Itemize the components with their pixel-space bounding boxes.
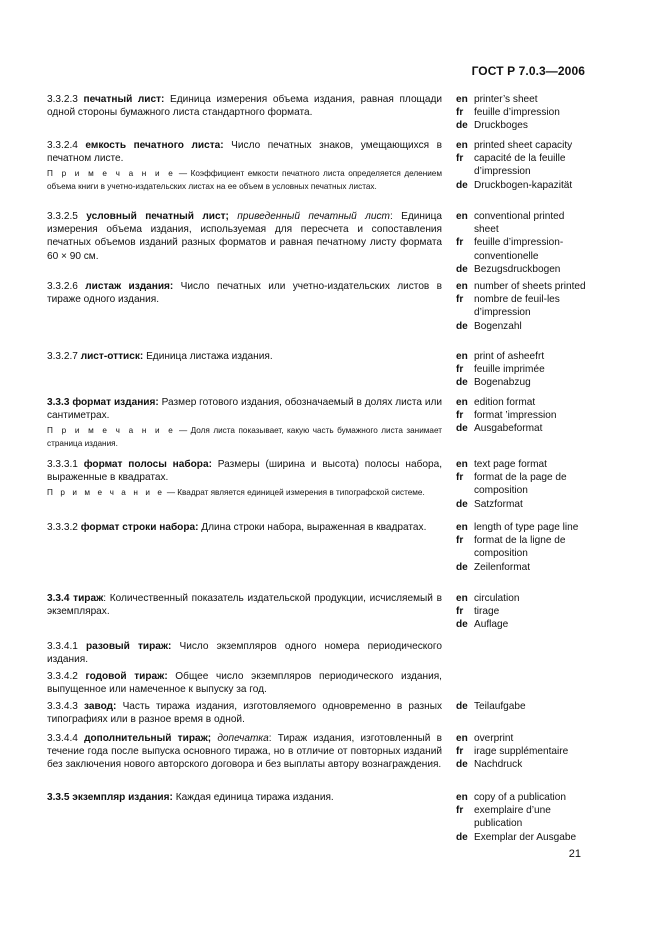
term-number: 3.3.2.5 xyxy=(47,211,78,222)
translated-term: Ausgabeformat xyxy=(474,423,543,435)
translated-term: edition format xyxy=(474,397,536,408)
definition-text: Часть тиража издания, изготовляемого одновременно в разных типографиях или в разное время в одной. xyxy=(47,701,443,726)
translations xyxy=(456,93,586,133)
term-definition xyxy=(47,210,442,263)
translated-term: Druckbogen-kapazität xyxy=(474,179,573,191)
language-code: en xyxy=(456,792,468,803)
language-code: en xyxy=(456,94,468,105)
term-definition xyxy=(47,350,442,363)
language-code: de xyxy=(456,120,468,132)
term-definition xyxy=(47,700,442,726)
translation-row xyxy=(456,376,586,389)
translated-term: number of sheets printed xyxy=(474,281,586,292)
term-number: 3.3.3.2 xyxy=(47,522,78,533)
definition-text: : Тираж издания, изготовленный в течение года после выпуска основного тиража, но в отличие от повторных изданий без заключения нового авторского договора и без выплаты автору вознаграждения. xyxy=(47,733,442,771)
translated-term: circulation xyxy=(474,593,520,604)
term-definition xyxy=(47,396,442,451)
term-number: 3.3.4.3 xyxy=(47,701,78,712)
translation-row xyxy=(456,280,586,293)
term-name: завод: xyxy=(84,701,117,712)
translation-row xyxy=(456,236,586,262)
translation-row xyxy=(456,521,586,534)
translations xyxy=(456,210,586,276)
definition-text: Каждая единица тиража издания. xyxy=(172,792,334,803)
definition-paragraph xyxy=(47,791,442,804)
translations xyxy=(456,521,586,574)
translation-row xyxy=(456,458,586,471)
translation-row xyxy=(456,106,586,119)
translated-term: Zeilenformat xyxy=(474,561,531,573)
term-name: условный печатный лист; xyxy=(86,211,229,222)
language-code: fr xyxy=(456,805,464,817)
term-definition xyxy=(47,139,442,194)
term-definition xyxy=(47,458,442,500)
term-name: дополнительный тираж; xyxy=(84,733,212,744)
translation-row xyxy=(456,831,586,844)
term-definition xyxy=(47,640,442,666)
term-number: 3.3.3.1 xyxy=(47,459,78,470)
definition-paragraph xyxy=(47,700,442,726)
term-synonym: приведенный печатный лист xyxy=(228,211,390,222)
translation-row xyxy=(456,293,586,319)
language-code: fr xyxy=(456,237,464,249)
term-number: 3.3.4.4 xyxy=(47,733,78,744)
translated-term: overprint xyxy=(474,733,514,744)
translation-row xyxy=(456,498,586,511)
term-note xyxy=(47,425,442,450)
definition-text: Единица листажа издания. xyxy=(143,351,273,362)
translated-term: tirage xyxy=(474,606,500,618)
translated-term: nombre de feuil-les d’impression xyxy=(474,294,560,319)
translated-term: printed sheet capacity xyxy=(474,140,573,151)
translation-row xyxy=(456,263,586,276)
term-definition xyxy=(47,791,442,804)
translated-term: format ’impression xyxy=(474,410,557,422)
translated-term: Bogenzahl xyxy=(474,320,522,332)
term-name: экземпляр издания: xyxy=(72,792,173,803)
translations xyxy=(456,139,586,192)
language-code: en xyxy=(456,733,468,744)
term-definition xyxy=(47,592,442,618)
definition-text: Единица измерения объема издания, равная площади одной стороны бумажного листа стандартного формата. xyxy=(47,94,442,119)
translated-term: feuille imprimée xyxy=(474,364,545,376)
term-name: емкость печатного листа: xyxy=(85,140,224,151)
language-code: en xyxy=(456,211,468,222)
translation-row xyxy=(456,93,586,106)
translation-row xyxy=(456,791,586,804)
translation-row xyxy=(456,119,586,132)
translated-term: Teilaufgabe xyxy=(474,701,526,712)
language-code: de xyxy=(456,377,468,389)
translation-row xyxy=(456,592,586,605)
definition-text: Размер готового издания, обозначаемый в долях листа или сантиметрах. xyxy=(47,397,442,422)
note-label: П р и м е ч а н и е xyxy=(47,426,176,436)
definition-text: Длина строки набора, выраженная в квадратах. xyxy=(198,522,427,533)
term-definition xyxy=(47,280,442,306)
translation-row xyxy=(456,700,586,713)
language-code: en xyxy=(456,140,468,151)
definition-paragraph xyxy=(47,592,442,618)
language-code: de xyxy=(456,831,468,843)
translations xyxy=(456,592,586,632)
language-code: en xyxy=(456,593,468,604)
translated-term: copy of a publication xyxy=(474,792,567,803)
language-code: fr xyxy=(456,107,464,119)
language-code: en xyxy=(456,522,468,533)
definition-paragraph xyxy=(47,521,442,534)
language-code: de xyxy=(456,423,468,435)
language-code: en xyxy=(456,281,468,292)
translated-term: irage supplémentaire xyxy=(474,746,569,758)
translated-term: Bezugsdruckbogen xyxy=(474,263,561,275)
term-synonym: допечатка xyxy=(211,733,269,744)
term-definition xyxy=(47,732,442,772)
language-code: de xyxy=(456,619,468,631)
definition-paragraph xyxy=(47,93,442,119)
translated-term: feuille d’impression-conventionelle xyxy=(474,237,564,262)
language-code: fr xyxy=(456,410,464,422)
definition-paragraph xyxy=(47,670,442,696)
translated-term: Bogenabzug xyxy=(474,377,531,389)
note-label: П р и м е ч а н и е xyxy=(47,488,165,498)
translation-row xyxy=(456,471,586,497)
term-name: формат полосы набора: xyxy=(83,459,212,470)
term-number: 3.3.4 xyxy=(47,593,70,604)
translation-row xyxy=(456,320,586,333)
language-code: en xyxy=(456,351,468,362)
language-code: en xyxy=(456,397,468,408)
translated-term: exemplaire d’une publication xyxy=(474,805,551,830)
term-name: печатный лист: xyxy=(83,94,165,105)
term-number: 3.3.2.4 xyxy=(47,140,78,151)
definition-text: Общее число экземпляров периодического издания, выпущенное или намеченное к выпуску за год. xyxy=(47,671,442,696)
term-number: 3.3.2.6 xyxy=(47,281,78,292)
term-name: годовой тираж: xyxy=(85,671,168,682)
standard-designation: ГОСТ Р 7.0.3—2006 xyxy=(471,64,585,78)
translation-row xyxy=(456,179,586,192)
translations xyxy=(456,350,586,390)
translated-term: Satzformat xyxy=(474,498,523,510)
translated-term: length of type page line xyxy=(474,522,579,533)
translation-row xyxy=(456,422,586,435)
translated-term: capacité de la feuille d’impression xyxy=(474,153,566,178)
definition-paragraph xyxy=(47,732,442,772)
translation-row xyxy=(456,152,586,178)
term-definition xyxy=(47,670,442,696)
term-note xyxy=(47,168,442,193)
language-code: de xyxy=(456,263,468,275)
translation-row xyxy=(456,561,586,574)
term-definition xyxy=(47,521,442,534)
language-code: fr xyxy=(456,472,464,484)
translations xyxy=(456,396,586,436)
translation-row xyxy=(456,139,586,152)
language-code: de xyxy=(456,759,468,771)
note-text: — Коэффициент емкости печатного листа определяется делением объема книги в учетно-издательских листах на ее объем в условных печатных листах. xyxy=(47,169,442,191)
translated-term: printer’s sheet xyxy=(474,94,538,105)
term-name: формат строки набора: xyxy=(80,522,199,533)
term-name: тираж xyxy=(73,593,104,604)
language-code: de xyxy=(456,561,468,573)
note-text: — Квадрат является единицей измерения в типографской системе. xyxy=(164,488,425,498)
term-number: 3.3.5 xyxy=(47,792,70,803)
translation-row xyxy=(456,396,586,409)
translated-term: conventional printed sheet xyxy=(474,211,565,236)
translations xyxy=(456,700,586,713)
page-number: 21 xyxy=(568,848,581,860)
translations xyxy=(456,458,586,511)
translation-row xyxy=(456,745,586,758)
translation-row xyxy=(456,534,586,560)
definition-paragraph xyxy=(47,640,442,666)
translations xyxy=(456,280,586,333)
translated-term: text page format xyxy=(474,459,547,470)
translated-term: Nachdruck xyxy=(474,759,523,771)
language-code: de xyxy=(456,701,468,712)
language-code: fr xyxy=(456,364,464,376)
language-code: fr xyxy=(456,535,464,547)
translated-term: feuille d’impression xyxy=(474,107,560,119)
language-code: fr xyxy=(456,606,464,618)
language-code: de xyxy=(456,320,468,332)
translation-row xyxy=(456,732,586,745)
note-label: П р и м е ч а н и е xyxy=(47,169,176,179)
note-text: — Доля листа показывает, какую часть бумажного листа занимает страница издания. xyxy=(47,426,442,448)
translation-row xyxy=(456,409,586,422)
translated-term: Druckboges xyxy=(474,120,528,132)
translation-row xyxy=(456,758,586,771)
term-number: 3.3.4.2 xyxy=(47,671,78,682)
translated-term: format de la ligne de composition xyxy=(474,535,566,560)
language-code: fr xyxy=(456,746,464,758)
term-name: листаж издания: xyxy=(85,281,174,292)
language-code: en xyxy=(456,459,468,470)
term-note xyxy=(47,487,442,500)
term-name: формат издания: xyxy=(72,397,159,408)
translation-row xyxy=(456,210,586,236)
definition-text: Размеры (ширина и высота) полосы набора, выраженные в квадратах. xyxy=(47,459,442,484)
definition-text: : Единица измерения объема издания, используемая для пересчета и сопоставления печатных объемов изданий разных форматов и равная печатному листу формата 60 × 90 см. xyxy=(47,211,443,262)
translation-row xyxy=(456,618,586,631)
definition-text: Число печатных знаков, умещающихся в печатном листе. xyxy=(47,140,443,165)
translations xyxy=(456,791,586,844)
term-number: 3.3.2.3 xyxy=(47,94,78,105)
language-code: fr xyxy=(456,153,464,165)
term-number: 3.3.2.7 xyxy=(47,351,78,362)
translated-term: Auflage xyxy=(474,619,509,631)
translation-row xyxy=(456,350,586,363)
definition-paragraph xyxy=(47,458,442,484)
definition-paragraph xyxy=(47,396,442,422)
term-number: 3.3.4.1 xyxy=(47,641,78,652)
term-number: 3.3.3 xyxy=(47,397,70,408)
term-definition xyxy=(47,93,442,119)
translation-row xyxy=(456,605,586,618)
language-code: fr xyxy=(456,294,464,306)
translated-term: print of asheefrt xyxy=(474,351,545,362)
definition-text: Число печатных или учетно-издательских листов в тираже одного издания. xyxy=(47,281,442,306)
translations xyxy=(456,732,586,772)
translation-row xyxy=(456,804,586,830)
definition-paragraph xyxy=(47,139,442,165)
translated-term: format de la page de composition xyxy=(474,472,567,497)
definition-paragraph xyxy=(47,210,442,263)
language-code: de xyxy=(456,179,468,191)
definition-paragraph xyxy=(47,280,442,306)
translation-row xyxy=(456,363,586,376)
language-code: de xyxy=(456,498,468,510)
definition-text: Число экземпляров одного номера периодического издания. xyxy=(47,641,442,666)
definition-text: : Количественный показатель издательской продукции, исчисляемый в экземплярах. xyxy=(47,593,442,618)
term-name: лист-оттиск: xyxy=(80,351,144,362)
term-name: разовый тираж: xyxy=(85,641,172,652)
definition-paragraph xyxy=(47,350,442,363)
translated-term: Exemplar der Ausgabe xyxy=(474,831,577,843)
